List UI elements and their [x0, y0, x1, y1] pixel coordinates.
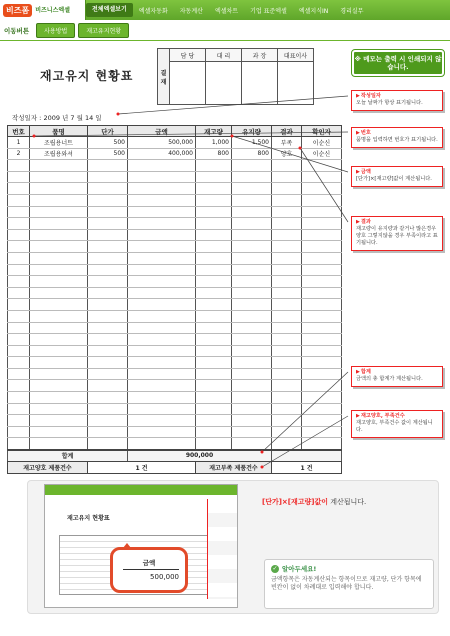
- mini-callouts: [207, 499, 237, 599]
- callout-body: 금액의 총 합계가 계산됩니다.: [356, 376, 423, 382]
- cell-maintain[interactable]: 800: [232, 148, 272, 160]
- nav-excel-knowledge[interactable]: 엑셀지식IN: [298, 7, 329, 15]
- cell-amount: 400,000: [128, 148, 196, 160]
- logo-sub-text: 비즈니스엑셀: [35, 6, 70, 14]
- callout-counts: [351, 410, 443, 438]
- cell-item[interactable]: 조립용와셔: [30, 148, 88, 160]
- callout-body: 오늘 날짜가 항상 표기됩니다.: [356, 100, 423, 106]
- col-header-item: 품명: [30, 126, 88, 137]
- zoom-label: 금액: [142, 559, 156, 567]
- callout-title: ▶ 작성일자: [356, 93, 439, 100]
- how-to-use-button[interactable]: 사용방법: [36, 23, 75, 38]
- date-value[interactable]: 2009 년 7 월 14 일: [43, 114, 102, 122]
- callout-result: [351, 216, 443, 251]
- document-title: 재고유지 현황표: [40, 69, 134, 83]
- lightbulb-icon: ✓: [272, 564, 278, 572]
- zoom-amount-box: [110, 547, 188, 593]
- short-count-value: 1 건: [272, 462, 342, 474]
- cell-result: 부족: [272, 137, 302, 149]
- cell-unit-price[interactable]: 500: [88, 148, 128, 160]
- inventory-status-button[interactable]: 재고유지현황: [78, 23, 129, 38]
- cell-number: 2: [8, 148, 30, 160]
- cell-unit-price[interactable]: 500: [88, 137, 128, 149]
- callout-title: ▶ 재고양호, 부족건수: [356, 413, 439, 420]
- col-header-checker: 확인자: [302, 126, 342, 137]
- cell-stock[interactable]: 800: [196, 148, 232, 160]
- callout-total: [351, 366, 443, 387]
- mini-nav-bar: [45, 485, 237, 495]
- callout-title: ▶ 결과: [356, 219, 439, 226]
- tip-box: [264, 559, 434, 609]
- zoom-value: 500,000: [150, 573, 179, 581]
- col-header-unit-price: 단가: [88, 126, 128, 137]
- tip-title: 알아두세요!: [282, 565, 317, 573]
- callout-body: 재고양호, 부족건수 값이 계산됩니다.: [356, 420, 433, 433]
- formula-highlight: [단가]×[재고량]값이: [262, 498, 328, 506]
- short-count-label: 재고부족 제품건수: [196, 462, 272, 474]
- nav-excel-automation[interactable]: 엑셀자동화: [138, 7, 168, 15]
- callout-body: 품명을 입력하면 번호가 표기됩니다.: [356, 137, 438, 143]
- approval-side-label: 결재: [158, 49, 170, 105]
- formula-text: 계산됩니다.: [328, 498, 367, 506]
- approval-role: 담 당: [170, 49, 206, 62]
- callout-number: [351, 127, 443, 148]
- callout-date: [351, 90, 443, 111]
- callout-amount: [351, 166, 443, 187]
- callout-title: ▶ 번호: [356, 130, 439, 137]
- cell-result: 양호: [272, 148, 302, 160]
- callout-body: [단가]×[재고량]값이 계산됩니다.: [356, 176, 432, 182]
- logo-main-text: 비즈폼: [3, 4, 32, 17]
- col-header-maintain: 유지량: [232, 126, 272, 137]
- cell-maintain[interactable]: 1,500: [232, 137, 272, 149]
- good-count-label: 재고양호 제품건수: [8, 462, 88, 474]
- good-count-value: 1 건: [88, 462, 196, 474]
- cell-number: 1: [8, 137, 30, 149]
- move-buttons-label: 이동버튼: [4, 26, 30, 35]
- cell-checker[interactable]: 이순신: [302, 148, 342, 160]
- nav-all-excel[interactable]: 전체엑셀보기: [86, 3, 133, 17]
- approval-role: 과 장: [242, 49, 278, 62]
- cell-amount: 500,000: [128, 137, 196, 149]
- cell-checker[interactable]: 이순신: [302, 137, 342, 149]
- nav-excel-chart[interactable]: 엑셀차트: [214, 7, 239, 15]
- date-label: 작성일자 :: [12, 114, 42, 122]
- callout-body: 재고량이 유지량과 같거나 많은경우 양호 그렇지않을 경우 부족이라고 표기됩니다.: [356, 226, 438, 246]
- col-header-stock: 재고량: [196, 126, 232, 137]
- callout-title: ▶ 금액: [356, 169, 439, 176]
- formula-note: [262, 497, 366, 507]
- cell-stock[interactable]: 1,000: [196, 137, 232, 149]
- col-header-number: 번호: [8, 126, 30, 137]
- nav-standard-excel[interactable]: 기업 표준엑셀: [250, 7, 287, 15]
- tip-body: 금액항목은 자동계산되는 항목이므로 재고량, 단가 항목에 빈칸이 없이 차례대로 입력해야 합니다.: [271, 576, 422, 591]
- col-header-result: 결과: [272, 126, 302, 137]
- nav-auto-calc[interactable]: 자동계산: [179, 7, 203, 15]
- col-header-amount: 금액: [128, 126, 196, 137]
- nav-accounting[interactable]: 경리실무: [340, 7, 364, 15]
- total-value: 900,000: [128, 450, 272, 462]
- approval-role: 대표이사: [278, 49, 314, 62]
- mini-title: 재고유지 현황표: [67, 515, 110, 522]
- callout-title: ▶ 합계: [356, 369, 439, 376]
- total-label: 합계: [8, 450, 128, 462]
- zoom-divider: [123, 569, 179, 570]
- approval-role: 대 리: [206, 49, 242, 62]
- print-note-badge: ※ 메모는 출력 시 인쇄되지 않습니다.: [352, 50, 444, 76]
- tip-header: [271, 564, 427, 573]
- cell-item[interactable]: 조립용너트: [30, 137, 88, 149]
